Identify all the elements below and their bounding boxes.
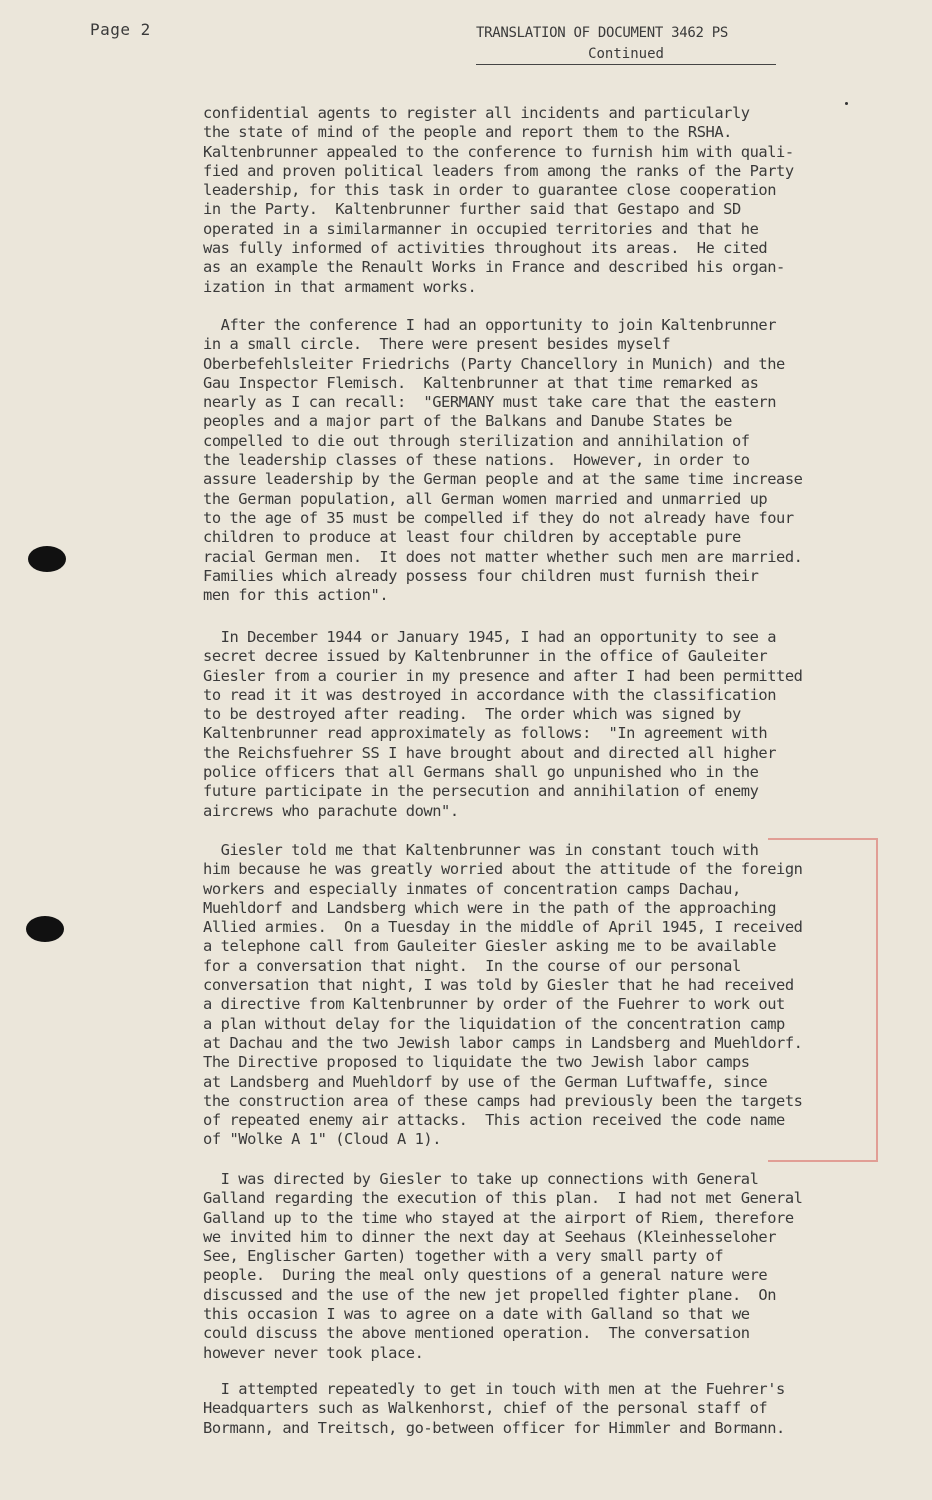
page-number: Page 2	[90, 20, 151, 39]
header-underline	[476, 64, 776, 65]
paragraph-2: After the conference I had an opportunity to join Kaltenbrunner in a small circle. There were present besides myself Oberbefehlsleiter Friedrichs (Party Chancellory in Munich) and the Gau Inspector Flemisch. Kaltenbrunner at that time remarked as nearly as I can recall: "GERMANY must take care that the eastern peoples and a major part of the Balkans and Danube States be compelled to die out through sterilization and annihilation of the leadership classes of these nations. However, in order to assure leadership by the German people and at the same time increase the German population, all German women married and unmarried up to the age of 35 must be compelled if they do not already have four children to produce at least four children by acceptable pure racial German men. It does not matter whether such men are married. Families which already possess four children must furnish their men for this action".	[203, 316, 803, 605]
paragraph-6: I attempted repeatedly to get in touch with men at the Fuehrer's Headquarters such as Walkenhorst, chief of the personal staff of Bormann, and Treitsch, go-between officer for Himmler and Bormann.	[203, 1380, 785, 1437]
red-margin-bracket	[768, 838, 878, 1162]
punch-hole-bottom	[26, 916, 64, 942]
document-title: TRANSLATION OF DOCUMENT 3462 PS	[476, 25, 728, 41]
paragraph-4: Giesler told me that Kaltenbrunner was in constant touch with him because he was greatly worried about the attitude of the foreign workers and especially inmates of concentration camps Dachau, Muehldorf and Landsberg which were in the path of the approaching Allied armies. On a Tuesday in the middle of April 1945, I received a telephone call from Gauleiter Giesler asking me to be available for a conversation that night. In the course of our personal conversation that night, I was told by Giesler that he had received a directive from Kaltenbrunner by order of the Fuehrer to work out a plan without delay for the liquidation of the concentration camp at Dachau and the two Jewish labor camps in Landsberg and Muehldorf. The Directive proposed to liquidate the two Jewish labor camps at Landsberg and Muehldorf by use of the German Luftwaffe, since the construction area of these camps had previously been the targets of repeated enemy air attacks. This action received the code name of "Wolke A 1" (Cloud A 1).	[203, 841, 803, 1149]
paragraph-3: In December 1944 or January 1945, I had an opportunity to see a secret decree issued by Kaltenbrunner in the office of Gauleiter Giesler from a courier in my presence and after I had been permitted to read it it was destroyed in accordance with the classification to be destroyed after reading. The order which was signed by Kaltenbrunner read approximately as follows: "In agreement with the Reichsfuehrer SS I have brought about and directed all higher police officers that all Germans shall go unpunished who in the future participate in the persecution and annihilation of enemy aircrews who parachute down".	[203, 628, 803, 820]
paragraph-5: I was directed by Giesler to take up connections with General Galland regarding the execution of this plan. I had not met General Galland up to the time who stayed at the airport of Riem, therefore we invited him to dinner the next day at Seehaus (Kleinhesseloher See, Englischer Garten) together with a very small party of people. During the meal only questions of a general nature were discussed and the use of the new jet propelled fighter plane. On this occasion I was to agree on a date with Galland so that we could discuss the above mentioned operation. The conversation however never took place.	[203, 1170, 803, 1362]
punch-hole-top	[28, 546, 66, 572]
document-subtitle: Continued	[588, 46, 664, 62]
paragraph-1: confidential agents to register all incidents and particularly the state of mind of the people and report them to the RSHA. Kaltenbrunner appealed to the conference to furnish him with quali- fied and proven political leaders from among the ranks of the Party leadership, for this task in order to guarantee close cooperation in the Party. Kaltenbrunner further said that Gestapo and SD operated in a similarmanner in occupied territories and that he was fully informed of activities throughout its areas. He cited as an example the Renault Works in France and described his organ- ization in that armament works.	[203, 104, 794, 296]
